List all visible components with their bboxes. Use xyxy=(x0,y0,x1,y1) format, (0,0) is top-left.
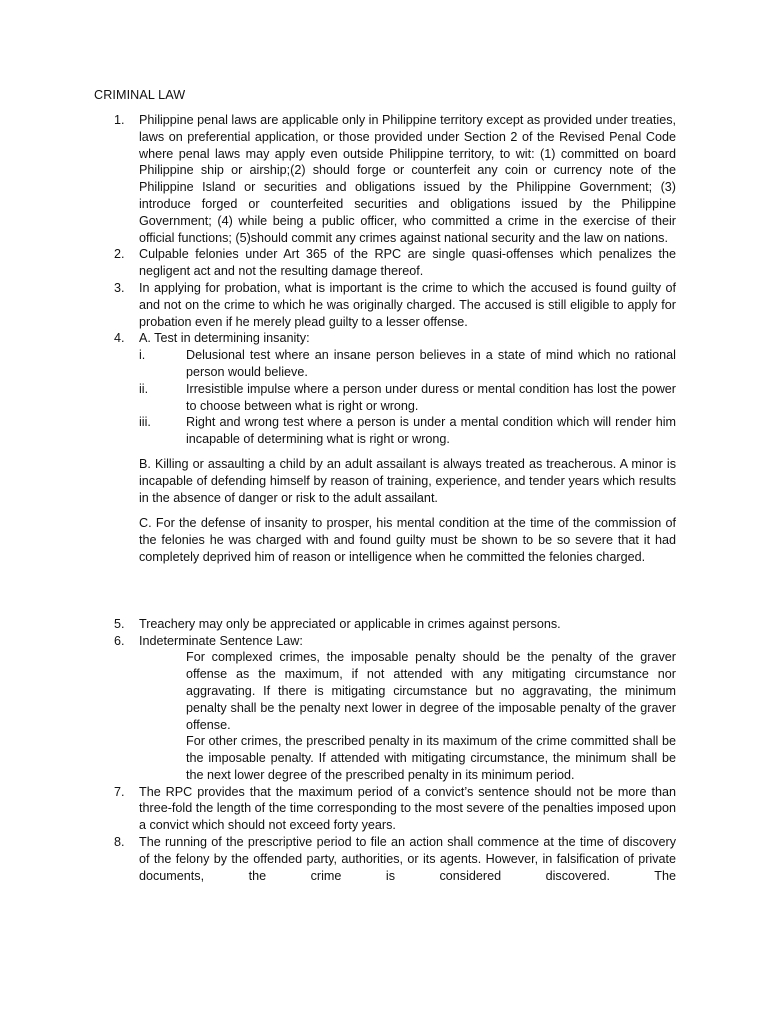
list-item-text: A. Test in determining insanity: xyxy=(139,331,310,346)
sublist-item-text: Irresistible impulse where a person under duress or mental condition has lost the power to choose between what is right or wrong. xyxy=(186,381,676,413)
list-item-text: Culpable felonies under Art 365 of the RPC are single quasi-offenses which penalizes the negligent act and not the resulting damage thereof. xyxy=(139,247,676,279)
list-item-text: Indeterminate Sentence Law: xyxy=(139,633,303,648)
list-item-5 xyxy=(94,616,676,633)
sublist-number: ii. xyxy=(139,381,149,396)
list-number: 1. xyxy=(114,113,125,127)
list-item-text: In applying for probation, what is important is the crime to which the accused is found guilty of and not on the crime to which he was originally charged. The accused is still eligible to apply for probation even if he merely plead guilty to a lesser offense. xyxy=(139,280,676,329)
list-item-2 xyxy=(94,246,676,280)
paragraph-item4-b: B. Killing or assaulting a child by an adult assailant is always treated as treacherous. A minor is incapable of defending himself by reason of training, experience, and tender years which results in the absence of danger or risk to the adult assailant. xyxy=(139,457,676,506)
sublist-item-i xyxy=(139,347,676,381)
list-item-1 xyxy=(94,112,676,246)
list-number: 7. xyxy=(114,784,125,799)
list-item-text: Treachery may only be appreciated or applicable in crimes against persons. xyxy=(139,616,561,631)
list-number: 5. xyxy=(114,616,125,631)
sublist-item-ii xyxy=(139,381,676,415)
list-item-8 xyxy=(94,834,676,884)
sublist-item-iii xyxy=(139,414,676,448)
sublist-item-text: Delusional test where an insane person believes in a state of mind which no rational person would believe. xyxy=(186,348,676,379)
sublist-number: iii. xyxy=(139,415,151,430)
list-item-6 xyxy=(94,633,676,784)
page-title: CRIMINAL LAW xyxy=(94,88,186,102)
list-item-text: The RPC provides that the maximum period of a convict’s sentence should not be more than three-fold the length of the time corresponding to the most severe of the penalties imposed upon a convict which should not exceed forty years. xyxy=(139,784,676,833)
list-number: 3. xyxy=(114,280,125,295)
sublist-number: i. xyxy=(139,348,146,363)
list-number: 4. xyxy=(114,331,125,346)
list-number: 2. xyxy=(114,247,125,262)
list-number: 8. xyxy=(114,835,125,850)
paragraph-item6-other: For other crimes, the prescribed penalty in its maximum of the crime committed shall be the imposable penalty. If attended with mitigating circumstance, the minimum shall be the next lower degree of the prescribed penalty in its minimum period. xyxy=(186,734,676,782)
list-item-3 xyxy=(94,280,676,330)
list-item-text: The running of the prescriptive period to file an action shall commence at the time of discovery of the felony by the offended party, authorities, or its agents. However, in falsification of private documents, the crime is considered discovered. The xyxy=(139,835,676,883)
list-item-4 xyxy=(94,330,676,565)
paragraph-item4-c: C. For the defense of insanity to prosper, his mental condition at the time of the commission of the felonies he was charged with and found guilty must be shown to be so severe that it had completely deprived him of reason or intelligence when he committed the felonies charged. xyxy=(139,516,676,564)
list-number: 6. xyxy=(114,633,125,648)
numbered-list xyxy=(94,112,676,884)
list-item-text: Philippine penal laws are applicable only in Philippine territory except as provided under treaties, laws on preferential application, or those provided under Section 2 of the Revised Penal Code where penal laws may apply even outside Philippine territory, to wit: (1) committed on board Philippine ship or airship;(2) should forge or counterfeit any coin or currency note of the Philippine Island or securities and obligations issued by the Philippine Government; (3) introduce forged or counterfeited securities and obligations issued by the Philippine Government; (4) while being a public officer, who committed a crime in the exercise of their official functions; (5)should commit any crimes against national security and the law on nations. xyxy=(139,113,676,245)
spacer xyxy=(94,566,676,616)
sublist-item-text: Right and wrong test where a person is under a mental condition which will render him incapable of determining what is right or wrong. xyxy=(186,415,676,447)
paragraph-item6-complexed: For complexed crimes, the imposable penalty should be the penalty of the graver offense as the maximum, if not attended with any mitigating circumstance nor aggravating. If there is mitigating circumstance but no aggravating, the minimum penalty shall be the penalty next lower in degree of the imposable penalty of the graver offense. xyxy=(186,650,676,732)
list-item-7 xyxy=(94,784,676,834)
